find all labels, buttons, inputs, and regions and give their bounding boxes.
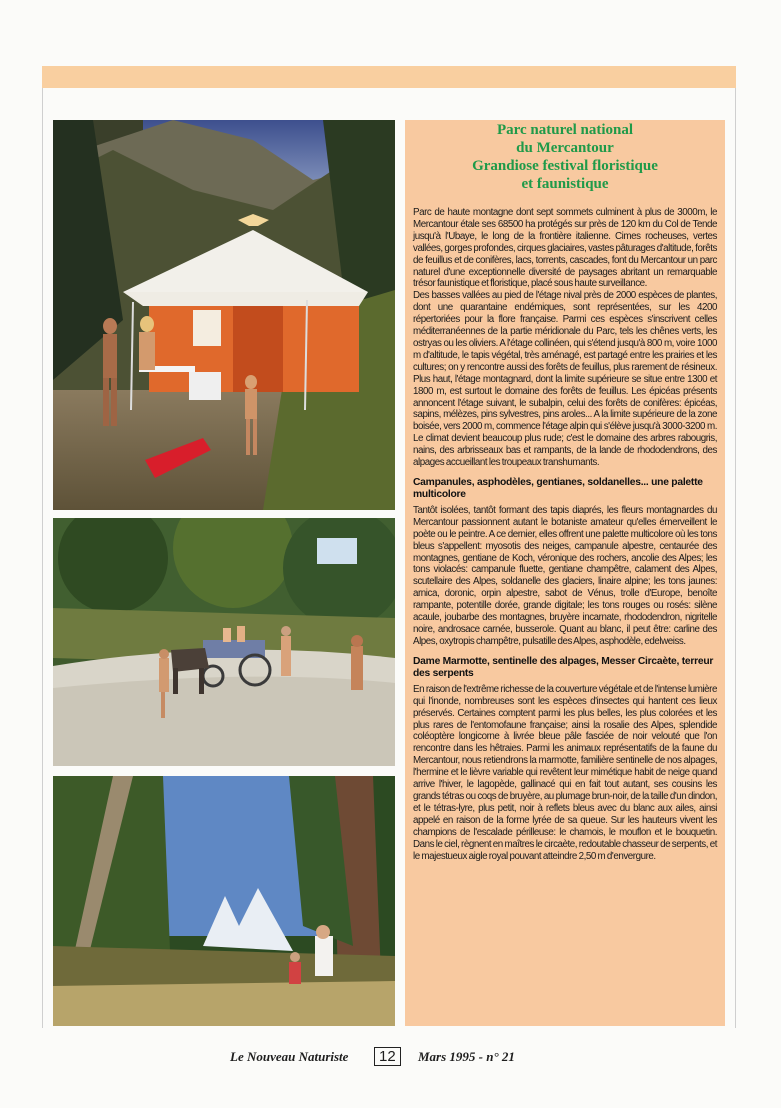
frame-line-left xyxy=(42,88,43,1028)
frame-line-right xyxy=(735,88,736,1028)
photo-donkey-cart xyxy=(53,518,395,766)
paragraph-flora-levels: Des basses vallées au pied de l'étage nival près de 2000 espèces de plantes, dont une quarantaine endémiques, sont représentées, sur les 4200 répertoriées pour la flore française. Parmi ces espèces s'inscrivent celles méditerranéennes de la partie méridionale du Parc, tels les chênes verts, les ostryas ou les oliviers. A l'étage collinéen, qui s'étend jusqu'à 800 m, voire 1000 m d'altitude, le tapis végétal, très aménagé, est partagé entre les prairies et les cultures; on y rencontre aussi des forêts de feuillus, plus rarement de résineux. Plus haut, l'étage montagnard, dont la limite supérieure se situe entre 1300 et 1800 m, est surtout le domaine des forêts de feuillus. Les épicéas présents annoncent l'étage suivant, le subalpin, celui des forêts de conifères: épicéas, sapins, mélèzes, pins sylvestres, pins aroles... A la limite supérieure de la zone boisée, vers 2000 m, commence l'étage alpin qui s'élève jusqu'à 3000-3200 m. Le climat devient beaucoup plus rude; c'est le domaine des arbres rabougris, nains, des arbrisseaux bas et rampants, de la lande de rhododendrons, des alpages accueillant les troupeaux transhumants. xyxy=(413,290,717,469)
paragraph-intro: Parc de haute montagne dont sept sommets culminent à plus de 3000m, le Mercantour étale ses 68500 ha protégés sur près de 120 km du Col de Tende jusqu'à l'Ubaye, le long de la frontière italienne. Cimes rocheuses, vertes vallées, gorges profondes, cirques glaciaires, vastes pâturages d'altitude, forêts de feuillus et de conifères, lacs, torrents, cascades, font du Mercantour un parc naturel d'une exceptionnelle diversité de paysages abritant un remarquable trésor faunistique et floristique, placé sous haute surveillance. xyxy=(413,207,717,290)
page-number: 12 xyxy=(374,1047,401,1066)
photo-forest-mountain xyxy=(53,776,395,1026)
page-footer xyxy=(0,1045,781,1069)
header-band xyxy=(42,66,736,88)
headline-line-3: Grandiose festival floristique xyxy=(472,158,658,174)
paragraph-flowers: Tantôt isolées, tantôt formant des tapis diaprés, les fleurs montagnardes du Mercantour passionnent autant le botaniste amateur qu'elles émerveillent le poète ou le peintre. A ce dernier, elles offrent une palette multicolore où les tons bleus s'appellent: myosotis des neiges, campanule alpestre, centaurée des montagnes, gentiane de Koch, véronique des rochers, ancolie des Alpes; les tons violacés: campanule fluette, gentiane champêtre, calament des Alpes, scutellaire des Alpes, soldanelle des glaciers, linaire alpine; les tons jaunes: arnica, doronic, orpin alpestre, sabot de Vénus, trolle d'Europe, benoîte rampante, potentille dorée, grande digitale; les tons rouges ou rosés: silène acaule, joubarbe des montagnes, bruyère incarnate, rhododendron, nigritelle noire, androsace carnée, busserole. Quant au blanc, il peut être: carline des Alpes, oxytropis champêtre, pulsatille des Alpes, asphodèle, edelweiss. xyxy=(413,504,717,647)
headline-line-2: du Mercantour xyxy=(516,140,614,156)
article-headline xyxy=(413,121,717,193)
article-column xyxy=(405,120,725,1026)
paragraph-fauna: En raison de l'extrême richesse de la couverture végétale et de l'intense lumière qui l'inonde, nombreuses sont les espèces d'insectes qui hantent ces lieux préservés. Certaines comptent parmi les plus belles, les plus colorées et les plus rares de l'entomofaune française; ainsi la rosalie des Alpes, splendide coléoptère longicorne à livrée bleue pâle fasciée de noir velouté que l'on rencontre dans les hêtraies. Parmi les animaux représentatifs de la faune du Mercantour, nous retiendrons la marmotte, familière sentinelle de nos alpages, l'hermine et le lièvre variable qui revêtent leur mimétique habit de neige quand arrive l'hiver, le lagopède, gallinacé qui en fait tout autant, ses cousins les grands tétras ou coqs de bruyère, au plumage brun-noir, de la taille d'un dindon, et le tétras-lyre, plus petit, noir à reflets bleus avec du blanc aux ailes, ainsi appelé en raison de la forme lyrée de sa queue. Sur les hauteurs vivent les champions de l'escalade périlleuse: le chamois, le mouflon et le bouquetin. Dans le ciel, règnent en maîtres le circaète, redoutable chasseur de serpents, et le majestueux aigle royal pouvant atteindre 2,50 m d'envergure. xyxy=(413,683,717,862)
subheading-flowers: Campanules, asphodèles, gentianes, soldanelles... une palette multicolore xyxy=(413,476,703,501)
headline-line-4: et faunistique xyxy=(521,176,609,192)
magazine-title: Le Nouveau Naturiste xyxy=(230,1049,349,1064)
photo-tent-campsite xyxy=(53,120,395,510)
headline-line-1: Parc naturel national xyxy=(496,122,634,138)
issue-date: Mars 1995 - n° 21 xyxy=(418,1049,515,1064)
subheading-fauna: Dame Marmotte, sentinelle des alpages, Messer Circaète, terreur des serpents xyxy=(413,655,714,680)
